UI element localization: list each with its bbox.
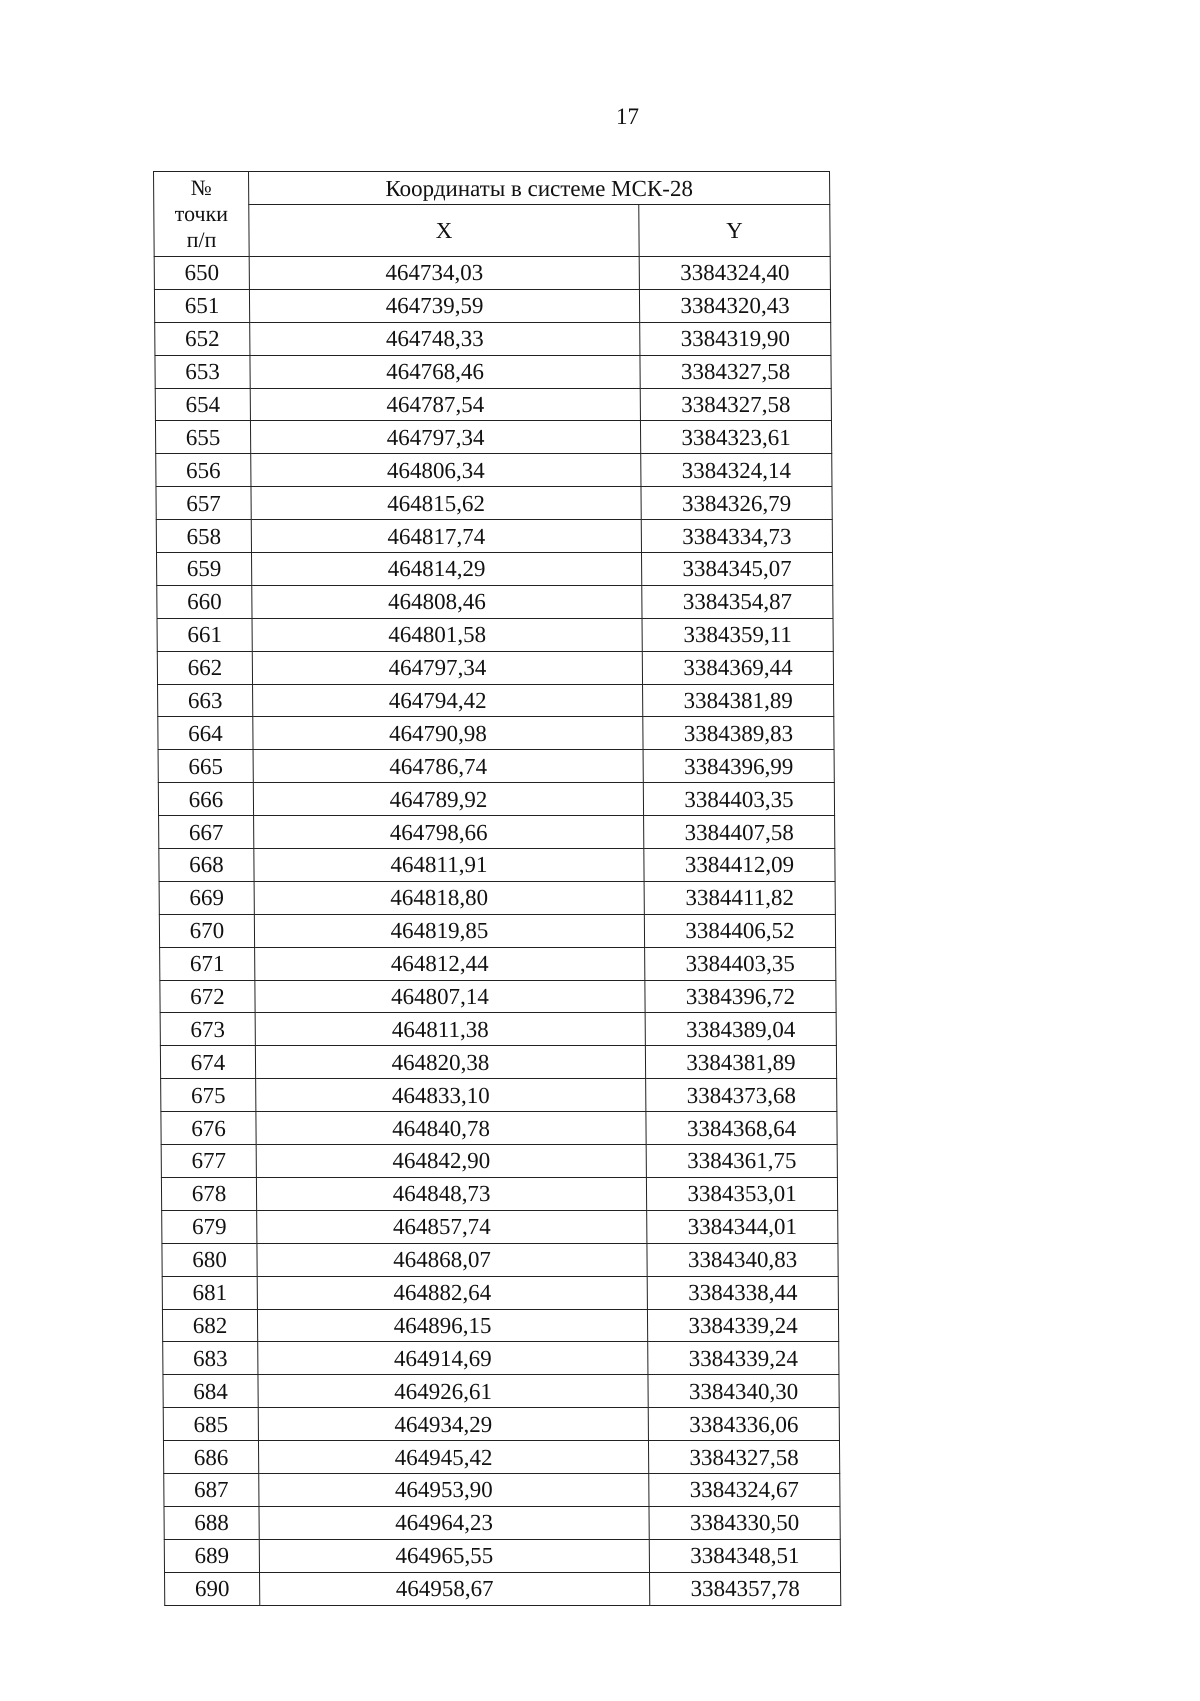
x-coordinate-cell: 464808,46 [252, 585, 642, 618]
y-coordinate-cell: 3384373,68 [646, 1079, 837, 1112]
y-coordinate-cell: 3384327,58 [640, 355, 831, 388]
table-row [155, 421, 831, 454]
y-coordinate-cell: 3384354,87 [642, 585, 833, 618]
y-coordinate-cell: 3384381,89 [643, 684, 834, 717]
x-coordinate-cell: 464926,61 [258, 1375, 648, 1408]
point-number-cell: 666 [158, 783, 253, 816]
x-coordinate-cell: 464833,10 [256, 1079, 646, 1112]
table-row [162, 1243, 838, 1276]
table-row [161, 1112, 837, 1145]
x-coordinate-cell: 464914,69 [258, 1342, 648, 1375]
x-column-header: X [249, 205, 639, 257]
table-row [155, 355, 831, 388]
point-number-cell: 690 [165, 1572, 260, 1605]
x-coordinate-cell: 464786,74 [253, 750, 643, 783]
x-coordinate-cell: 464964,23 [259, 1506, 649, 1539]
table-row [160, 1013, 836, 1046]
y-coordinate-cell: 3384353,01 [646, 1177, 837, 1210]
x-coordinate-cell: 464806,34 [251, 454, 641, 487]
y-coordinate-cell: 3384339,24 [647, 1309, 838, 1342]
table-row [158, 717, 834, 750]
point-number-cell: 656 [156, 454, 251, 487]
table-row [157, 651, 833, 684]
table-row [164, 1506, 840, 1539]
y-coordinate-cell: 3384368,64 [646, 1112, 837, 1145]
x-coordinate-cell: 464790,98 [253, 717, 643, 750]
y-coordinate-cell: 3384327,58 [648, 1441, 839, 1474]
table-row [156, 520, 832, 553]
table-row [155, 322, 831, 355]
table-row [157, 618, 833, 651]
y-coordinate-cell: 3384324,14 [641, 454, 832, 487]
x-coordinate-cell: 464842,90 [256, 1145, 646, 1178]
point-number-cell: 652 [155, 322, 250, 355]
x-coordinate-cell: 464818,80 [254, 881, 644, 914]
table-row [163, 1441, 839, 1474]
point-number-cell: 677 [161, 1145, 256, 1178]
table-row [159, 881, 835, 914]
table-row [160, 980, 836, 1013]
number-sign-label: № [190, 175, 212, 201]
x-coordinate-cell: 464812,44 [255, 947, 645, 980]
table-row [165, 1572, 841, 1605]
y-coordinate-cell: 3384412,09 [644, 849, 835, 882]
table-row [164, 1539, 840, 1572]
y-coordinate-cell: 3384361,75 [646, 1145, 837, 1178]
table-row [163, 1408, 839, 1441]
x-coordinate-cell: 464958,67 [260, 1572, 650, 1605]
point-number-cell: 659 [156, 553, 251, 586]
table-row [158, 750, 834, 783]
point-number-cell: 676 [161, 1112, 256, 1145]
table-body [154, 257, 841, 1606]
y-coordinate-cell: 3384340,30 [648, 1375, 839, 1408]
table-row [159, 914, 835, 947]
y-coordinate-cell: 3384381,89 [645, 1046, 836, 1079]
point-number-cell: 673 [160, 1013, 255, 1046]
header-row-1 [154, 172, 830, 205]
table-row [163, 1342, 839, 1375]
header-row-2 [154, 205, 830, 257]
y-coordinate-cell: 3384389,83 [643, 717, 834, 750]
table-row [158, 783, 834, 816]
y-coordinate-cell: 3384406,52 [644, 914, 835, 947]
point-number-cell: 670 [159, 914, 254, 947]
x-coordinate-cell: 464857,74 [257, 1210, 647, 1243]
y-coordinate-cell: 3384334,73 [641, 520, 832, 553]
y-coordinate-cell: 3384396,72 [645, 980, 836, 1013]
x-coordinate-cell: 464798,66 [254, 816, 644, 849]
point-number-cell: 687 [164, 1473, 259, 1506]
point-number-cell: 655 [155, 421, 250, 454]
x-coordinate-cell: 464739,59 [249, 289, 639, 322]
x-coordinate-cell: 464789,92 [253, 783, 643, 816]
x-coordinate-cell: 464934,29 [258, 1408, 648, 1441]
y-coordinate-cell: 3384320,43 [639, 289, 830, 322]
x-coordinate-cell: 464794,42 [253, 684, 643, 717]
table-row [156, 454, 832, 487]
x-coordinate-cell: 464811,91 [254, 849, 644, 882]
x-coordinate-cell: 464817,74 [251, 520, 641, 553]
x-coordinate-cell: 464787,54 [250, 388, 640, 421]
point-number-cell: 683 [163, 1342, 258, 1375]
page-number: 17 [616, 104, 639, 129]
y-coordinate-cell: 3384369,44 [642, 651, 833, 684]
table-row [163, 1375, 839, 1408]
table-row [161, 1177, 837, 1210]
y-coordinate-cell: 3384403,35 [645, 947, 836, 980]
order-label: п/п [186, 226, 217, 252]
y-coordinate-cell: 3384326,79 [641, 487, 832, 520]
table-row [158, 684, 834, 717]
x-coordinate-cell: 464820,38 [255, 1046, 645, 1079]
x-coordinate-cell: 464797,34 [252, 651, 642, 684]
table-row [159, 816, 835, 849]
table-row [154, 257, 830, 290]
x-coordinate-cell: 464768,46 [250, 355, 640, 388]
x-coordinate-cell: 464965,55 [259, 1539, 649, 1572]
x-coordinate-cell: 464807,14 [255, 980, 645, 1013]
point-number-cell: 668 [159, 849, 254, 882]
x-coordinate-cell: 464814,29 [251, 553, 641, 586]
y-coordinate-cell: 3384345,07 [641, 553, 832, 586]
point-number-cell: 658 [156, 520, 251, 553]
y-coordinate-cell: 3384411,82 [644, 881, 835, 914]
point-number-cell: 657 [156, 487, 251, 520]
table-row [162, 1210, 838, 1243]
y-coordinate-cell: 3384340,83 [647, 1243, 838, 1276]
point-number-cell: 678 [161, 1177, 256, 1210]
x-coordinate-cell: 464801,58 [252, 618, 642, 651]
y-coordinate-cell: 3384396,99 [643, 750, 834, 783]
point-number-cell: 661 [157, 618, 252, 651]
x-coordinate-cell: 464868,07 [257, 1243, 647, 1276]
y-coordinate-cell: 3384323,61 [640, 421, 831, 454]
x-coordinate-cell: 464819,85 [254, 914, 644, 947]
table-header [154, 172, 831, 257]
point-number-cell: 680 [162, 1243, 257, 1276]
table-row [157, 585, 833, 618]
point-number-cell: 679 [162, 1210, 257, 1243]
table-row [160, 947, 836, 980]
point-number-cell: 686 [163, 1441, 258, 1474]
table-row [156, 487, 832, 520]
point-number-cell: 672 [160, 980, 255, 1013]
x-coordinate-cell: 464848,73 [256, 1177, 646, 1210]
point-number-cell: 662 [157, 651, 252, 684]
table-row [154, 289, 830, 322]
point-number-cell: 664 [158, 717, 253, 750]
point-number-cell: 665 [158, 750, 253, 783]
y-column-header: Y [639, 205, 830, 257]
point-number-cell: 688 [164, 1506, 259, 1539]
table-row [156, 553, 832, 586]
x-coordinate-cell: 464840,78 [256, 1112, 646, 1145]
table-row [164, 1473, 840, 1506]
x-coordinate-cell: 464896,15 [257, 1309, 647, 1342]
point-number-cell: 669 [159, 881, 254, 914]
y-coordinate-cell: 3384324,40 [639, 257, 830, 290]
x-coordinate-cell: 464945,42 [258, 1441, 648, 1474]
table-row [159, 849, 835, 882]
point-number-cell: 681 [162, 1276, 257, 1309]
y-coordinate-cell: 3384330,50 [649, 1506, 840, 1539]
y-coordinate-cell: 3384338,44 [647, 1276, 838, 1309]
y-coordinate-cell: 3384389,04 [645, 1013, 836, 1046]
point-number-cell: 685 [163, 1408, 258, 1441]
table-row [162, 1309, 838, 1342]
coordinates-system-header: Координаты в системе МСК-28 [249, 172, 830, 205]
point-number-cell: 684 [163, 1375, 258, 1408]
table-row [162, 1276, 838, 1309]
y-coordinate-cell: 3384336,06 [648, 1408, 839, 1441]
x-coordinate-cell: 464811,38 [255, 1013, 645, 1046]
y-coordinate-cell: 3384359,11 [642, 618, 833, 651]
point-number-cell: 689 [164, 1539, 259, 1572]
table-row [161, 1145, 837, 1178]
table-row [155, 388, 831, 421]
y-coordinate-cell: 3384327,58 [640, 388, 831, 421]
x-coordinate-cell: 464815,62 [251, 487, 641, 520]
point-number-cell: 660 [157, 585, 252, 618]
point-number-cell: 682 [162, 1309, 257, 1342]
point-label: точки [174, 201, 229, 227]
x-coordinate-cell: 464734,03 [249, 257, 639, 290]
table-row [160, 1046, 836, 1079]
y-coordinate-cell: 3384348,51 [649, 1539, 840, 1572]
point-number-cell: 651 [154, 289, 249, 322]
y-coordinate-cell: 3384344,01 [647, 1210, 838, 1243]
point-number-cell: 671 [160, 947, 255, 980]
point-number-cell: 663 [158, 684, 253, 717]
point-number-cell: 650 [154, 257, 249, 290]
coordinates-table-wrapper [153, 171, 841, 1606]
y-coordinate-cell: 3384403,35 [643, 783, 834, 816]
y-coordinate-cell: 3384324,67 [649, 1473, 840, 1506]
y-coordinate-cell: 3384357,78 [650, 1572, 841, 1605]
coordinates-table [153, 171, 841, 1606]
point-number-cell: 674 [160, 1046, 255, 1079]
x-coordinate-cell: 464748,33 [250, 322, 640, 355]
x-coordinate-cell: 464953,90 [259, 1473, 649, 1506]
x-coordinate-cell: 464797,34 [250, 421, 640, 454]
table-row [161, 1079, 837, 1112]
y-coordinate-cell: 3384339,24 [648, 1342, 839, 1375]
point-number-cell: 653 [155, 355, 250, 388]
y-coordinate-cell: 3384407,58 [644, 816, 835, 849]
y-coordinate-cell: 3384319,90 [640, 322, 831, 355]
x-coordinate-cell: 464882,64 [257, 1276, 647, 1309]
point-number-cell: 654 [155, 388, 250, 421]
point-number-header [154, 172, 250, 257]
point-number-cell: 675 [161, 1079, 256, 1112]
point-number-cell: 667 [159, 816, 254, 849]
